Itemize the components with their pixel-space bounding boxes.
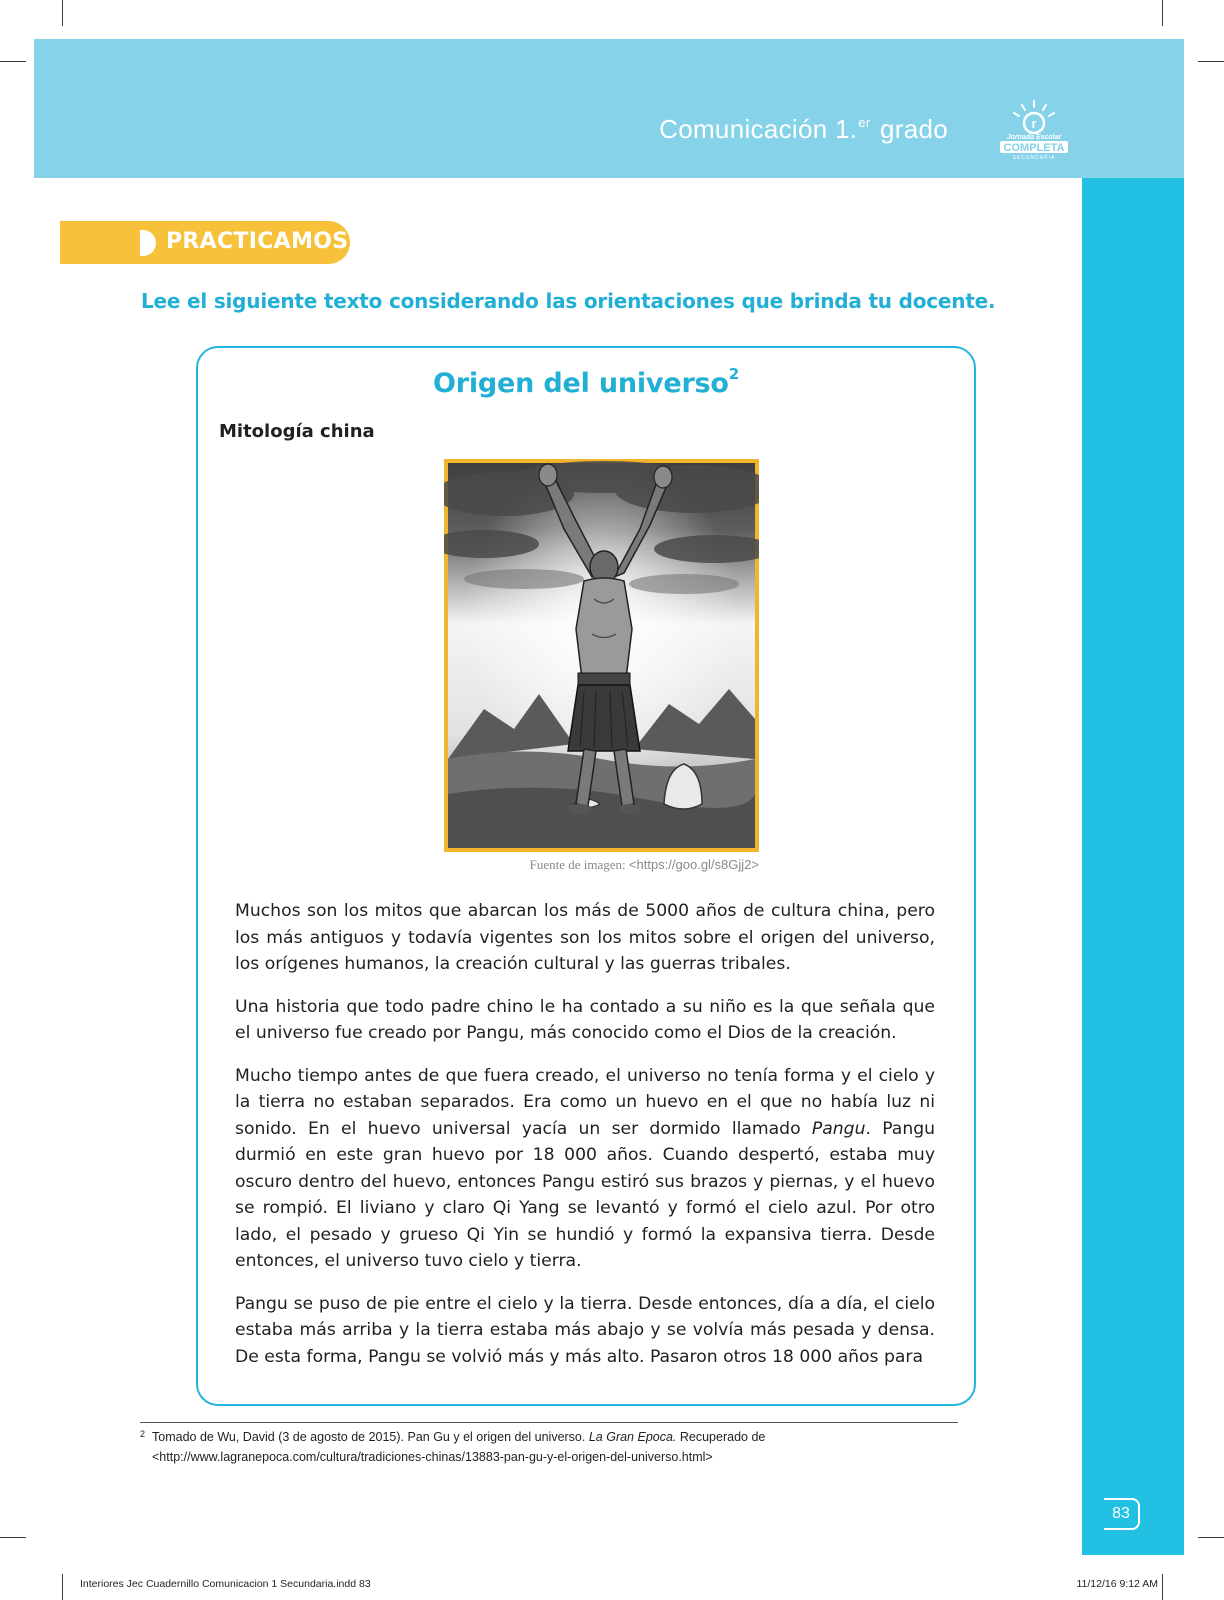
paragraph-2: Una historia que todo padre chino le ha contado a su niño es la que señala que el universo fue creado por Pangu, más conocido como el Dios de la creación.	[235, 996, 935, 1043]
paragraph-3-part-b: . Pangu durmió en este gran huevo por 18 000 años. Cuando despertó, estaba muy oscuro dentro del huevo, entonces Pangu estiró sus brazos y piernas, y el huevo se rompió. El liviano y claro Qi Yang se levantó y formó el cielo azul. Por otro lado, el pesado y grueso Qi Yin se hundió y formó la expansiva tierra. Desde entonces, el universo tuvo cielo y tierra.	[235, 1118, 936, 1271]
logo-line2: COMPLETA	[1003, 142, 1065, 154]
crop-mark-left-bottom	[0, 1537, 26, 1538]
reading-body	[235, 898, 935, 1370]
crop-mark-top-left	[62, 0, 63, 26]
reading-subtitle: Mitología china	[219, 421, 375, 442]
crop-mark-bottom-left	[62, 1574, 63, 1600]
figure-caption-url: <https://goo.gl/s8Gjj2>	[628, 857, 759, 872]
instruction: Lee el siguiente texto considerando las orientaciones que brinda tu docente.	[141, 289, 996, 313]
slug-timestamp: 11/12/16 9:12 AM	[1076, 1578, 1158, 1590]
logo-line3: SECUNDARIA	[1012, 155, 1056, 161]
header-subject: Comunicación 1.	[659, 114, 858, 144]
footnote-text-b: Recuperado de <http://www.lagranepoca.com/cultura/tradiciones-chinas/13883-pan-gu-y-el-origen-del-universo.html>	[152, 1430, 766, 1464]
svg-text:r: r	[1031, 116, 1037, 131]
reading-title-text: Origen del universo	[432, 368, 729, 399]
figure-caption-prefix: Fuente de imagen:	[529, 857, 626, 872]
reading-title-note: 2	[728, 365, 740, 383]
pangu-illustration-icon	[444, 459, 759, 852]
footnote-text	[140, 1427, 958, 1467]
logo-line1: Jornada Escolar	[1006, 134, 1062, 141]
page-number: 83	[1104, 1498, 1140, 1530]
crop-mark-left-top	[0, 61, 26, 62]
paragraph-1: Muchos son los mitos que abarcan los más de 5000 años de cultura china, pero los más antiguos y todavía vigentes son los mitos sobre el origen del universo, los orígenes humanos, la creación cultural y las guerras tribales.	[235, 901, 935, 974]
paragraph-4: Pangu se puso de pie entre el cielo y la tierra. Desde entonces, día a día, el cielo estaba más arriba y la tierra estaba más abajo y se volvía más pesada y densa. De esta forma, Pangu se volvió más y más alto. Pasaron otros 18 000 años para	[235, 1293, 935, 1367]
header-grade: grado	[880, 114, 948, 144]
footnote	[140, 1427, 958, 1467]
header-superscript: er	[858, 115, 871, 130]
section-tag-label: PRACTICAMOS	[166, 229, 349, 254]
side-band	[1082, 178, 1184, 1555]
paragraph-3	[235, 1063, 935, 1275]
crop-mark-right-bottom	[1198, 1537, 1224, 1538]
footnote-source: La Gran Epoca.	[588, 1430, 677, 1444]
header-title	[659, 114, 948, 145]
figure-caption	[444, 857, 759, 873]
reading-title	[196, 365, 976, 399]
crop-mark-top-right	[1162, 0, 1163, 26]
crop-mark-bottom-right	[1162, 1574, 1163, 1600]
footnote-number: 2	[140, 1429, 146, 1439]
slug-filename: Interiores Jec Cuadernillo Comunicacion 1 Secundaria.indd 83	[80, 1578, 371, 1590]
footnote-divider	[140, 1422, 958, 1423]
footnote-text-a: Tomado de Wu, David (3 de agosto de 2015). Pan Gu y el origen del universo.	[152, 1430, 589, 1444]
paragraph-3-emphasis: Pangu	[811, 1118, 866, 1139]
jornada-escolar-completa-logo-icon	[992, 99, 1076, 161]
paragraph-3-part-a: Mucho tiempo antes de que fuera creado, el universo no tenía forma y el cielo y la tierra no estaban separados. Era como un huevo en el que no había luz ni sonido. En el huevo universal yacía un ser dormido llamado	[235, 1065, 935, 1139]
crop-mark-right-top	[1198, 61, 1224, 62]
